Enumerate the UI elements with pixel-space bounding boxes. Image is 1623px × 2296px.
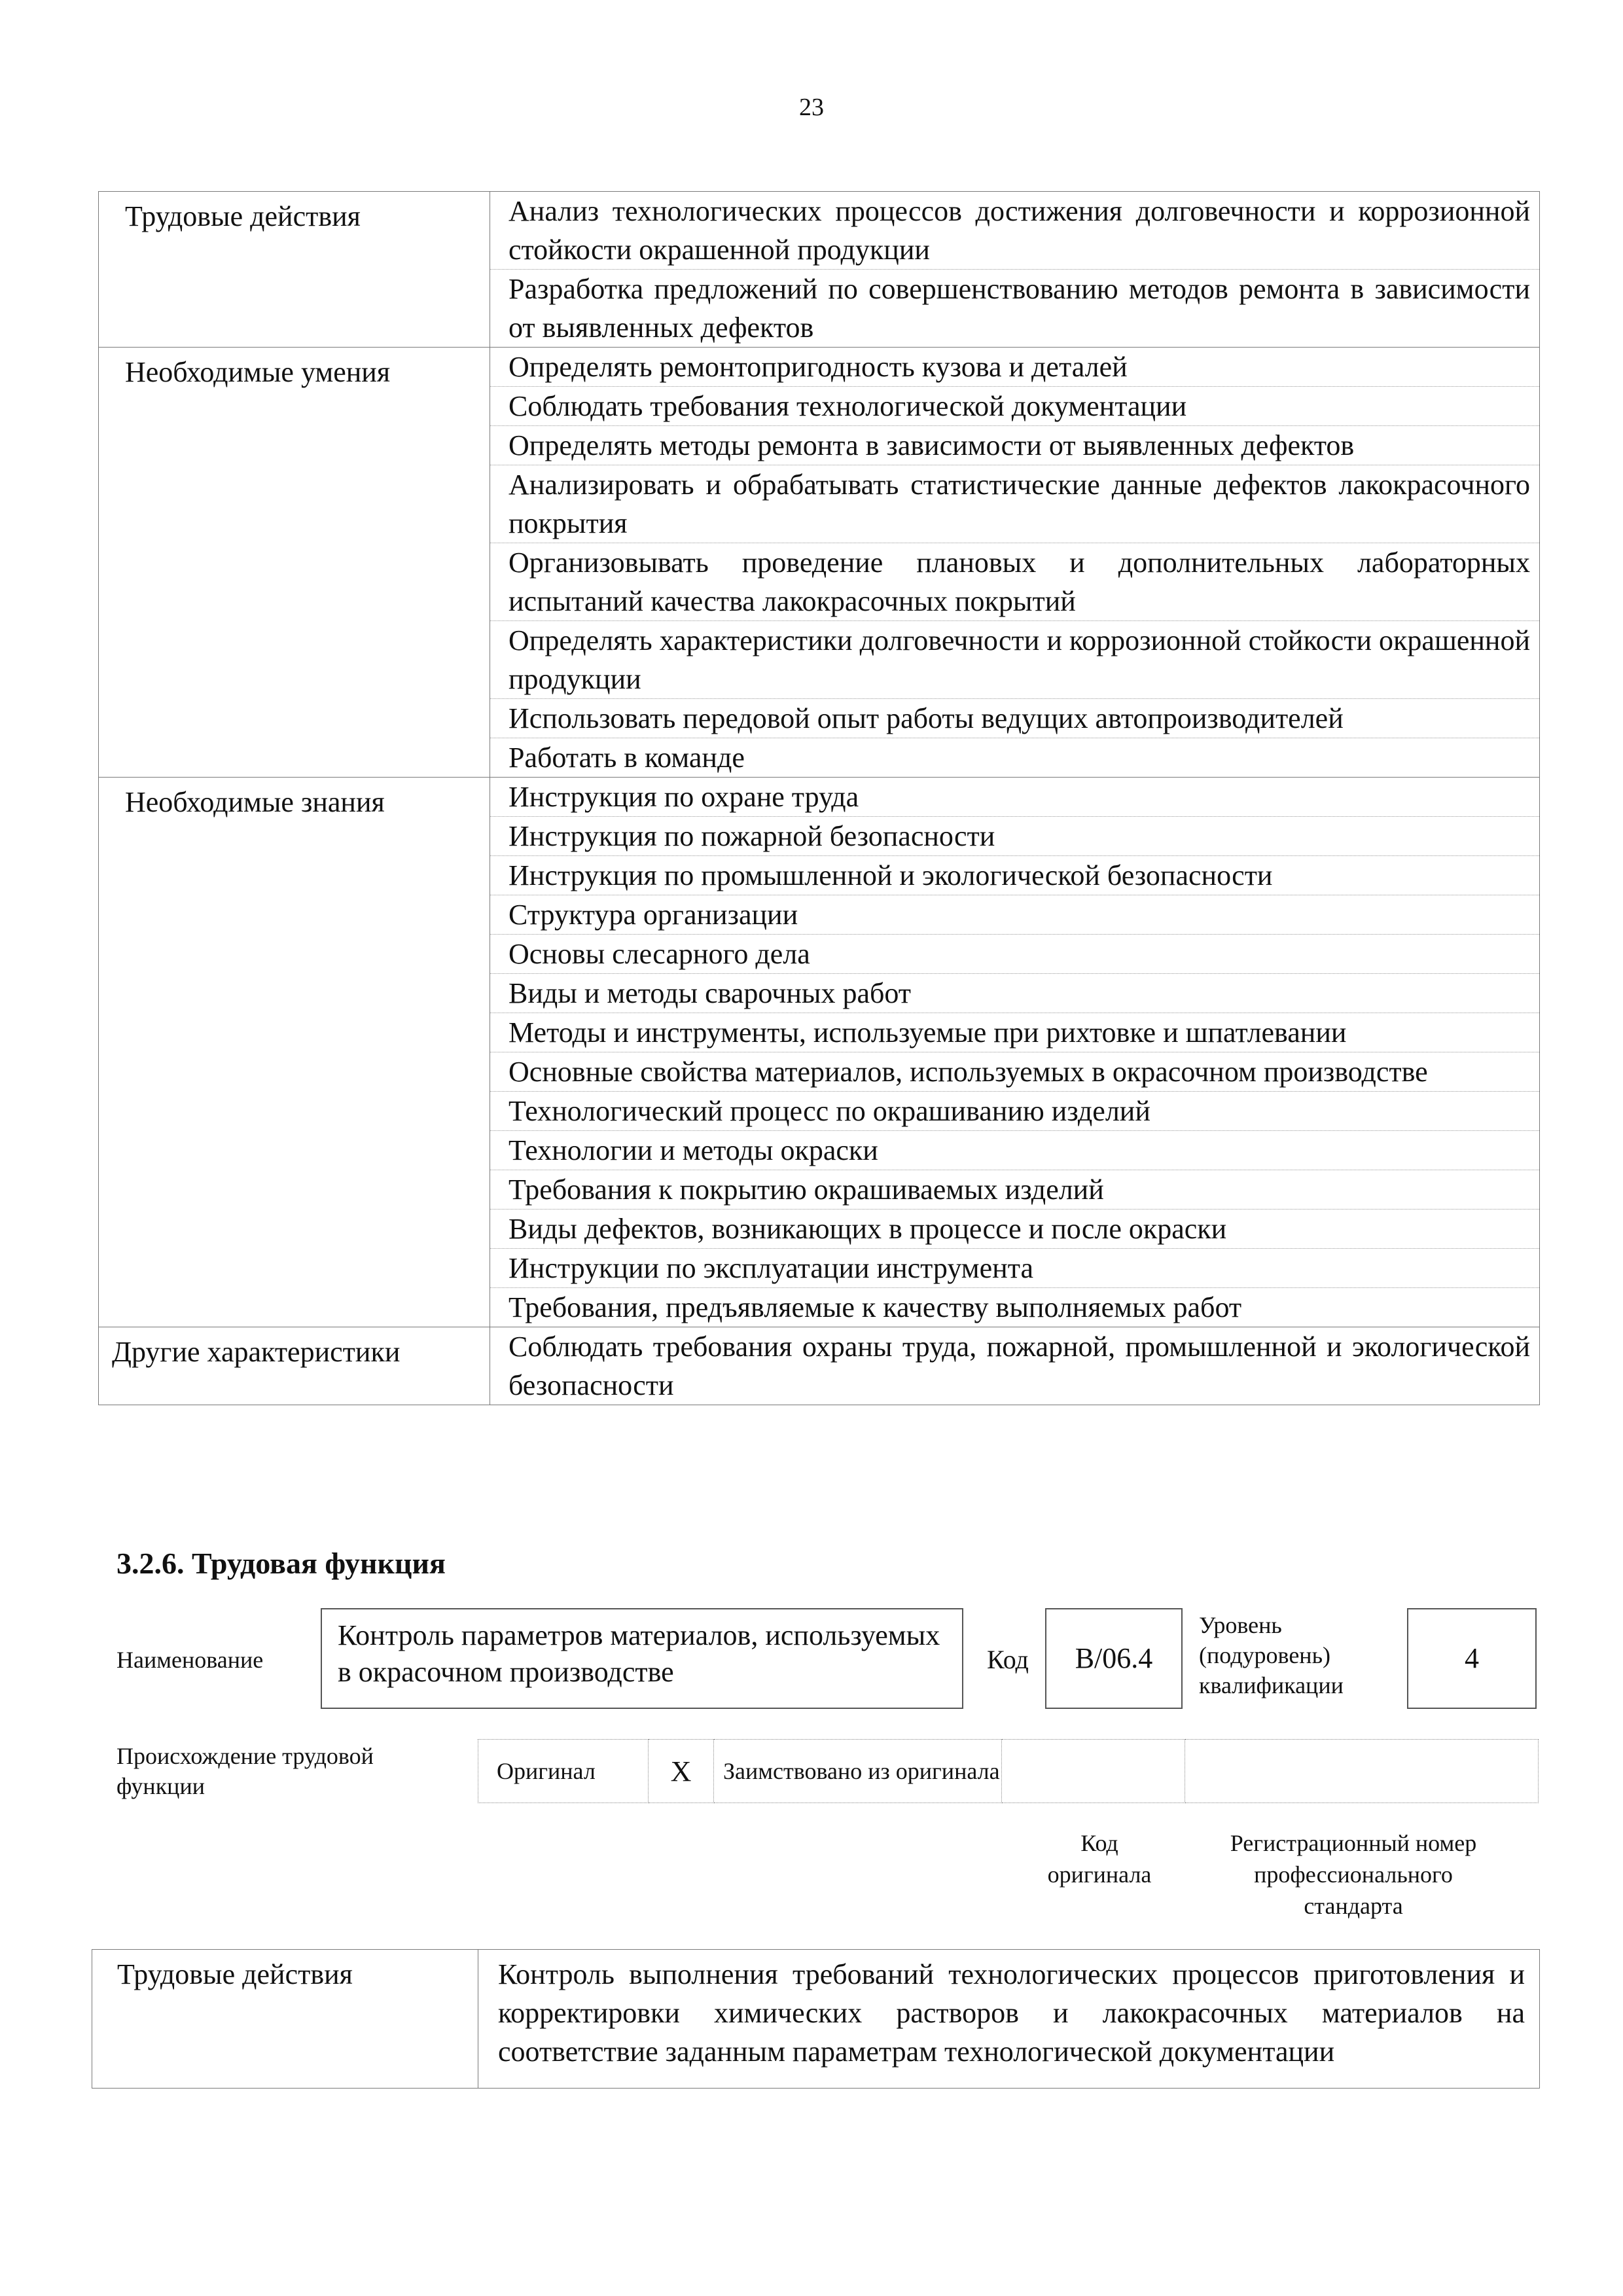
- list-item: Определять методы ремонта в зависимости от выявленных дефектов: [490, 425, 1539, 465]
- list-item: Соблюдать требования технологической документации: [490, 386, 1539, 425]
- origin-reg-cell: [1185, 1740, 1539, 1803]
- list-item: Инструкция по охране труда: [508, 781, 859, 813]
- list-item: Требования, предъявляемые к качеству выполняемых работ: [490, 1287, 1539, 1327]
- list-item: Инструкции по эксплуатации инструмента: [490, 1248, 1539, 1287]
- row-label: Трудовые действия: [99, 192, 490, 348]
- level-label: Уровень (подуровень) квалификации: [1199, 1612, 1344, 1698]
- row-items: [490, 348, 1540, 778]
- table-row: [99, 348, 1540, 778]
- origin-original-cell: Оригинал: [478, 1740, 649, 1803]
- caption-code: Код оригинала: [1047, 1830, 1152, 1888]
- origin-borrowed-cell: Заимствовано из оригинала: [714, 1740, 1002, 1803]
- origin-label: Происхождение трудовой функции: [116, 1743, 374, 1799]
- name-label: Наименование: [116, 1647, 264, 1673]
- list-item: Структура организации: [490, 895, 1539, 934]
- list-item: Анализ технологических процессов достижения долговечности и коррозионной стойкости окрашенной продукции: [508, 195, 1530, 266]
- origin-code-cell: [1002, 1740, 1185, 1803]
- list-item: Методы и инструменты, используемые при рихтовке и шпатлевании: [490, 1013, 1539, 1052]
- level-value-box: 4: [1407, 1608, 1537, 1709]
- list-item: Инструкция по пожарной безопасности: [490, 816, 1539, 855]
- caption-reg: Регистрационный номер профессионального стандарта: [1230, 1830, 1477, 1919]
- section-title: 3.2.6. Трудовая функция: [116, 1547, 446, 1580]
- origin-mark-cell: X: [649, 1740, 714, 1803]
- row-items: [490, 192, 1540, 348]
- list-item: Основные свойства материалов, используемых в окрасочном производстве: [490, 1052, 1539, 1091]
- page-number: 23: [799, 94, 824, 121]
- row-label: Необходимые умения: [99, 348, 490, 778]
- table-row: [99, 192, 1540, 348]
- list-item: Определять характеристики долговечности и коррозионной стойкости окрашенной продукции: [490, 620, 1539, 698]
- list-item: Технологический процесс по окрашиванию изделий: [490, 1091, 1539, 1130]
- actions-table: [92, 1949, 1540, 2089]
- code-value-box: B/06.4: [1045, 1608, 1183, 1709]
- table-row: [92, 1950, 1540, 2089]
- list-item: Определять ремонтопригодность кузова и деталей: [508, 351, 1128, 383]
- list-item: Разработка предложений по совершенствованию методов ремонта в зависимости от выявленных дефектов: [490, 269, 1539, 347]
- list-item: Технологии и методы окраски: [490, 1130, 1539, 1170]
- origin-table: [478, 1739, 1539, 1803]
- row-label: Трудовые действия: [92, 1950, 478, 2089]
- list-item: Анализировать и обрабатывать статистические данные дефектов лакокрасочного покрытия: [490, 465, 1539, 543]
- list-item: Использовать передовой опыт работы ведущих автопроизводителей: [490, 698, 1539, 738]
- row-label: Необходимые знания: [99, 778, 490, 1327]
- list-item: Работать в команде: [490, 738, 1539, 777]
- list-item: Виды дефектов, возникающих в процессе и после окраски: [490, 1209, 1539, 1248]
- list-item: Требования к покрытию окрашиваемых изделий: [490, 1170, 1539, 1209]
- list-item: Основы слесарного дела: [490, 934, 1539, 973]
- row-items: [490, 1327, 1540, 1405]
- row-text: Контроль выполнения требований технологических процессов приготовления и корректировки химических растворов и лакокрасочных материалов на соответствие заданным параметрам технологической документации: [478, 1950, 1540, 2089]
- list-item: Соблюдать требования охраны труда, пожарной, промышленной и экологической безопасности: [508, 1331, 1530, 1401]
- list-item: Виды и методы сварочных работ: [490, 973, 1539, 1013]
- code-label: Код: [987, 1645, 1029, 1674]
- list-item: Организовывать проведение плановых и дополнительных лабораторных испытаний качества лакокрасочных покрытий: [490, 543, 1539, 620]
- row-label: Другие характеристики: [99, 1327, 490, 1405]
- skills-table: [98, 191, 1540, 1405]
- row-items: [490, 778, 1540, 1327]
- list-item: Инструкция по промышленной и экологической безопасности: [490, 855, 1539, 895]
- table-row: [99, 778, 1540, 1327]
- function-name-box: Контроль параметров материалов, используемых в окрасочном производстве: [321, 1608, 963, 1709]
- table-row: [99, 1327, 1540, 1405]
- table-row: [478, 1740, 1539, 1803]
